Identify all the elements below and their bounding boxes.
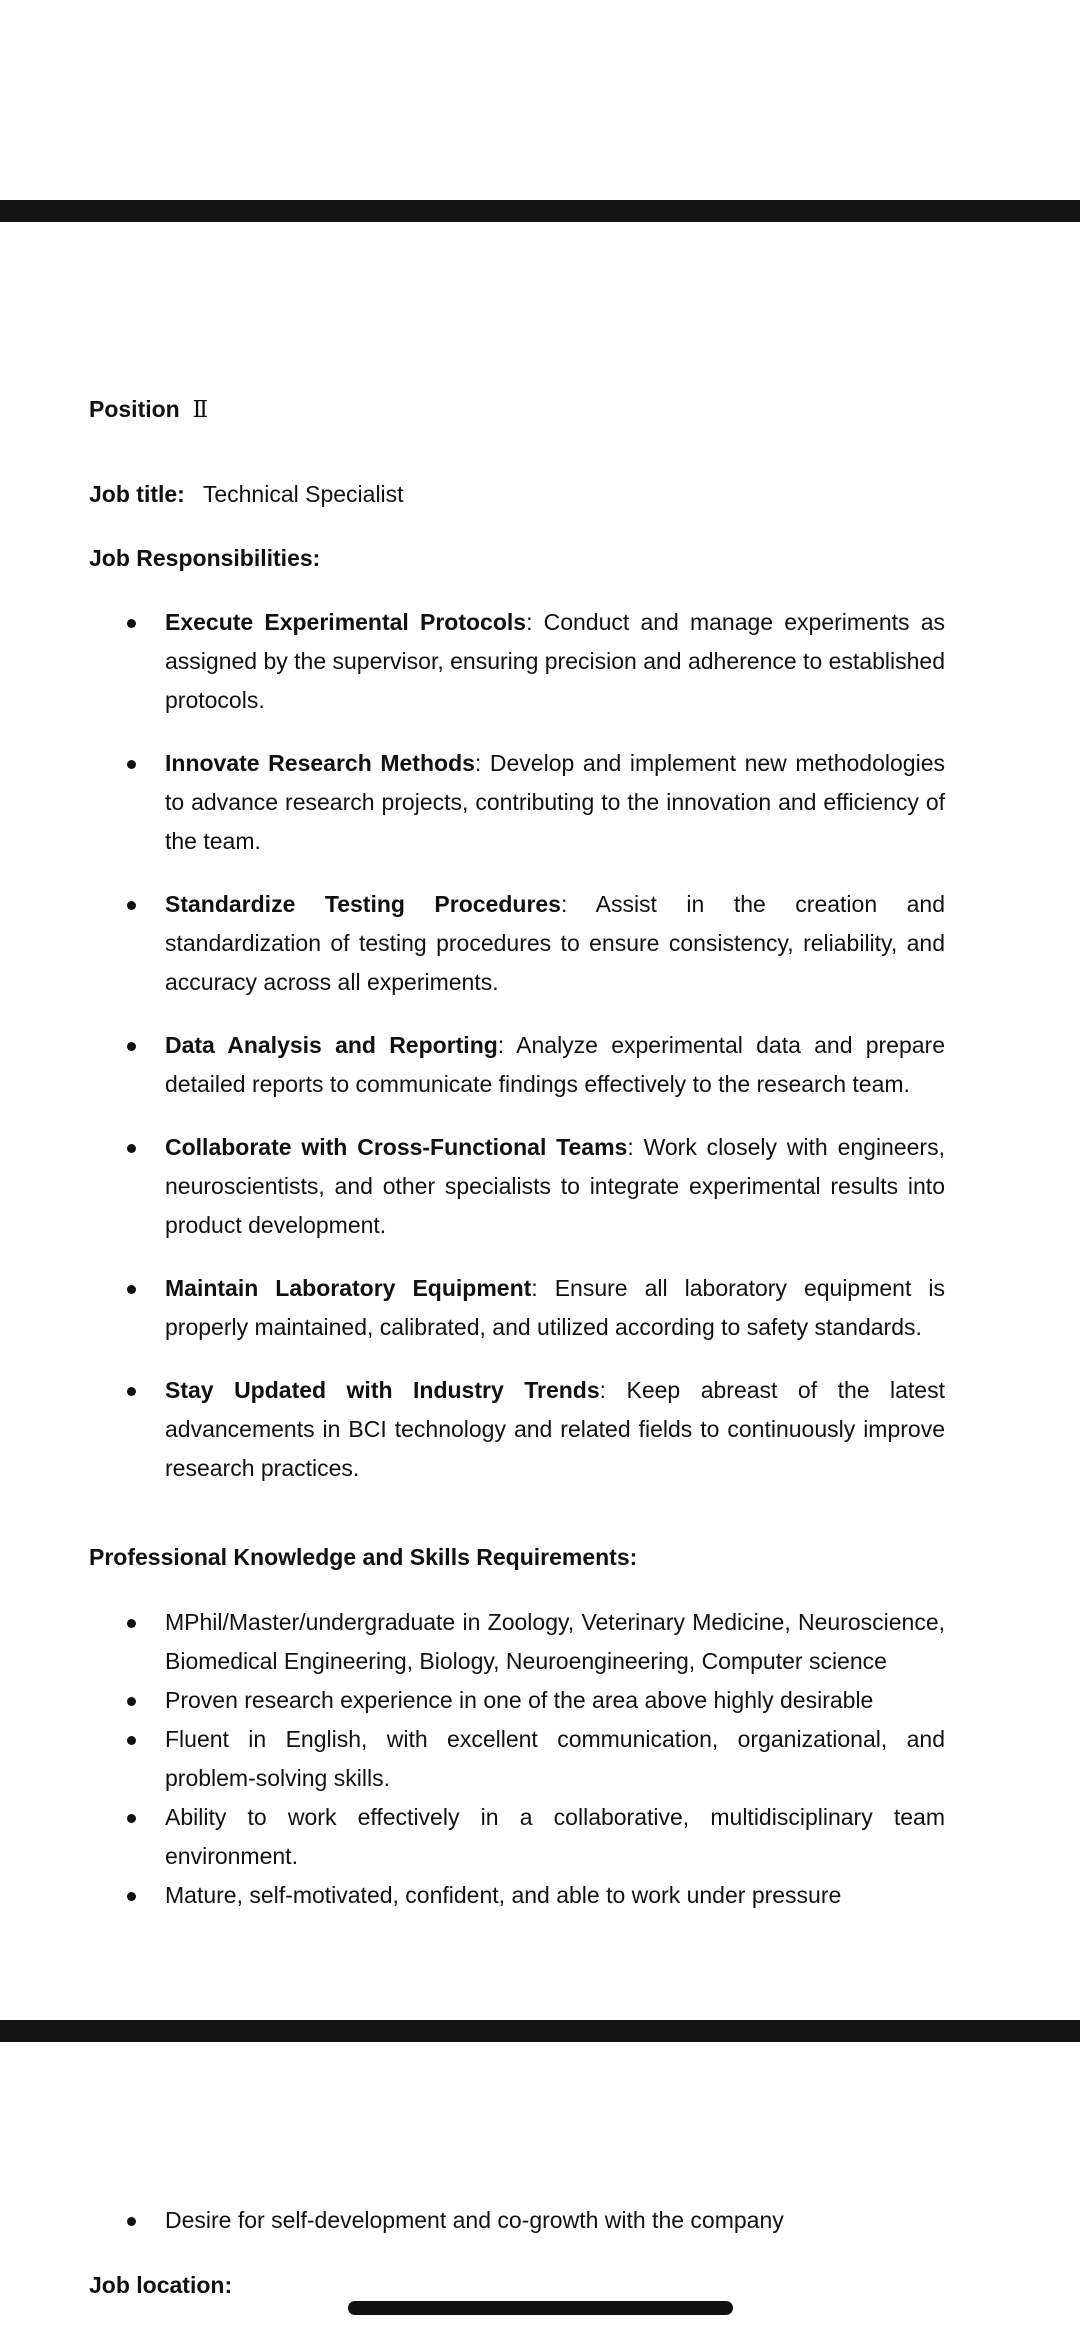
responsibility-item xyxy=(0,603,1080,720)
bullet-icon xyxy=(127,1697,136,1706)
home-indicator-bar[interactable] xyxy=(348,2301,733,2315)
position-title: Position Ⅱ xyxy=(89,396,209,423)
responsibility-title: Data Analysis and Reporting xyxy=(165,1032,498,1058)
bullet-icon xyxy=(127,1619,136,1628)
page-break-bar-top xyxy=(0,200,1080,222)
responsibility-item xyxy=(0,885,1080,1002)
position-numeral: Ⅱ xyxy=(192,397,209,423)
responsibility-item xyxy=(0,1269,1080,1347)
bullet-icon xyxy=(127,1144,136,1153)
bullet-icon xyxy=(127,619,136,628)
requirement-text: Proven research experience in one of the area above highly desirable xyxy=(165,1687,874,1713)
responsibility-title: Maintain Laboratory Equipment xyxy=(165,1275,532,1301)
responsibility-title: Standardize Testing Procedures xyxy=(165,891,561,917)
requirement-text: Ability to work effectively in a collaborative, multidisciplinary team environment. xyxy=(165,1804,945,1869)
bullet-icon xyxy=(127,1042,136,1051)
responsibility-title: Stay Updated with Industry Trends xyxy=(165,1377,600,1403)
responsibility-text: : Analyze experimental data and prepare detailed reports to communicate findings effectively to the research team. xyxy=(165,1032,945,1097)
job-location-heading: Job location: xyxy=(89,2272,233,2298)
responsibility-item xyxy=(0,1128,1080,1245)
responsibilities-heading: Job Responsibilities: xyxy=(89,545,321,571)
bullet-icon xyxy=(127,760,136,769)
requirement-item xyxy=(0,1876,1080,1915)
requirement-item xyxy=(0,1603,1080,1681)
responsibility-item xyxy=(0,744,1080,861)
responsibility-text: : Ensure all laboratory equipment is properly maintained, calibrated, and utilized according to safety standards. xyxy=(165,1275,945,1340)
requirement-item xyxy=(0,2201,1080,2240)
requirement-text: Fluent in English, with excellent communication, organizational, and problem-solving skills. xyxy=(165,1726,945,1791)
job-title-row xyxy=(89,479,404,509)
job-title-value: Technical Specialist xyxy=(202,481,404,507)
requirement-text: Desire for self-development and co-growth with the company xyxy=(165,2207,784,2233)
bullet-icon xyxy=(127,1736,136,1745)
responsibility-text: : Keep abreast of the latest advancements in BCI technology and related fields to continuously improve research practices. xyxy=(165,1377,945,1481)
bullet-icon xyxy=(127,901,136,910)
bullet-icon xyxy=(127,1892,136,1901)
responsibility-text: : Assist in the creation and standardization of testing procedures to ensure consistency, reliability, and accuracy across all experiments. xyxy=(165,891,945,995)
next-page-list xyxy=(0,2201,1080,2240)
responsibilities-list xyxy=(0,603,1080,1512)
responsibility-title: Collaborate with Cross-Functional Teams xyxy=(165,1134,628,1160)
requirement-item xyxy=(0,1720,1080,1798)
bullet-icon xyxy=(127,2217,136,2226)
requirements-heading: Professional Knowledge and Skills Requirements: xyxy=(89,1544,638,1570)
requirement-item xyxy=(0,1798,1080,1876)
requirement-text: MPhil/Master/undergraduate in Zoology, Veterinary Medicine, Neuroscience, Biomedical Engineering, Biology, Neuroengineering, Computer science xyxy=(165,1609,945,1674)
requirements-list xyxy=(0,1603,1080,1915)
responsibility-text: : Work closely with engineers, neuroscientists, and other specialists to integrate experimental results into product development. xyxy=(165,1134,945,1238)
responsibility-title: Execute Experimental Protocols xyxy=(165,609,527,635)
responsibility-item xyxy=(0,1371,1080,1488)
requirement-text: Mature, self-motivated, confident, and able to work under pressure xyxy=(165,1882,842,1908)
responsibility-item xyxy=(0,1026,1080,1104)
page-break-bar-bottom xyxy=(0,2020,1080,2042)
responsibility-title: Innovate Research Methods xyxy=(165,750,475,776)
requirement-item xyxy=(0,1681,1080,1720)
bullet-icon xyxy=(127,1285,136,1294)
responsibility-text: : Develop and implement new methodologies to advance research projects, contributing to the innovation and efficiency of the team. xyxy=(165,750,945,854)
bullet-icon xyxy=(127,1814,136,1823)
bullet-icon xyxy=(127,1387,136,1396)
job-title-label: Job title: xyxy=(89,481,185,507)
responsibility-text: : Conduct and manage experiments as assigned by the supervisor, ensuring precision and adherence to established protocols. xyxy=(165,609,945,713)
